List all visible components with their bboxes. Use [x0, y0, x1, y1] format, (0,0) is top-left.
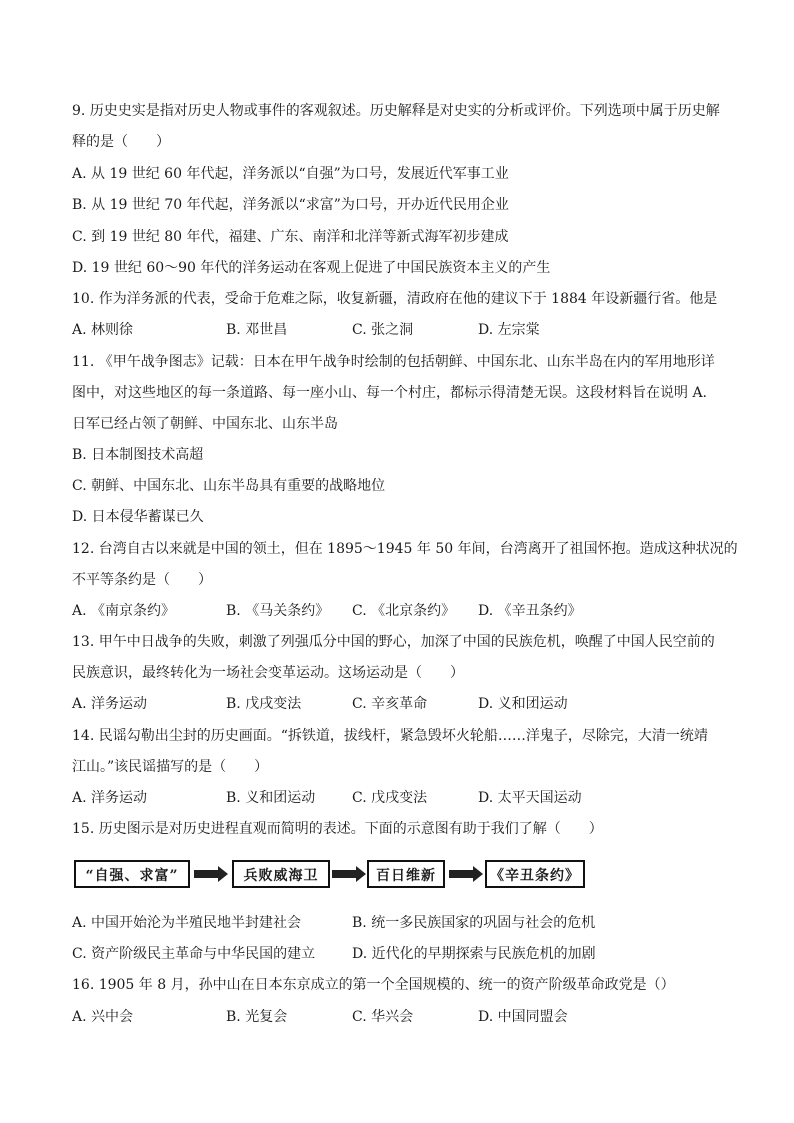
arrow-right-icon: [194, 866, 228, 882]
q12-stem-line1: 12. 台湾自古以来就是中国的领土，但在 1895～1945 年 50 年间，台湾离开了祖国怀抱。造成这种状况的: [72, 541, 738, 557]
q15-stem: 15. 历史图示是对历史进程直观而简明的表述。下面的示意图有助于我们了解（ ）: [72, 821, 603, 837]
q12-option-c: C. 《北京条约》: [352, 603, 456, 619]
arrow-right-icon: [332, 866, 366, 882]
q11-option-d: D. 日本侵华蓄谋已久: [72, 509, 204, 525]
q16-option-c: C. 华兴会: [352, 1009, 414, 1025]
q11-stem-line3: 日军已经占领了朝鲜、中国东北、山东半岛: [72, 416, 338, 432]
q12-option-b: B. 《马关条约》: [226, 603, 330, 619]
q9-stem-line2: 释的是（ ）: [72, 134, 170, 150]
q11-stem-line2: 图中，对这些地区的每一条道路、每一座小山、每一个村庄，都标示得清楚无误。这段材料旨在说明 A.: [72, 385, 708, 401]
q12-option-d: D. 《辛丑条约》: [478, 603, 582, 619]
q14-option-a: A. 洋务运动: [72, 790, 148, 806]
q13-stem-line2: 民族意识，最终转化为一场社会变革运动。这场运动是（ ）: [72, 665, 464, 681]
arrow-right-icon: [449, 866, 483, 882]
q10-stem: 10. 作为洋务派的代表，受命于危难之际，收复新疆，清政府在他的建议下于 1884 年设新疆行省。他是: [72, 291, 718, 307]
q13-option-c: C. 辛亥革命: [352, 696, 428, 712]
q16-option-a: A. 兴中会: [72, 1009, 134, 1025]
q13-option-b: B. 戊戌变法: [226, 696, 302, 712]
q16-option-d: D. 中国同盟会: [478, 1009, 568, 1025]
q14-stem-line2: 江山。”该民谣描写的是（ ）: [72, 759, 269, 775]
flow-step-boxer-protocol: 《辛丑条约》: [485, 860, 585, 888]
q9-option-c: C. 到 19 世纪 80 年代，福建、广东、南洋和北洋等新式海军初步建成: [72, 229, 509, 245]
q10-option-d: D. 左宗棠: [478, 322, 540, 338]
q11-option-c: C. 朝鲜、中国东北、山东半岛具有重要的战略地位: [72, 478, 386, 494]
q13-option-d: D. 义和团运动: [478, 696, 568, 712]
q15-option-d: D. 近代化的早期探索与民族危机的加剧: [352, 946, 596, 962]
q15-flow-diagram: [74, 856, 594, 896]
q10-option-b: B. 邓世昌: [226, 322, 288, 338]
q12-option-a: A. 《南京条约》: [72, 603, 176, 619]
q13-stem-line1: 13. 甲午中日战争的失败，刺激了列强瓜分中国的野心，加深了中国的民族危机，唤醒了中国人民空前的: [72, 634, 715, 650]
q9-stem-line1: 9. 历史史实是指对历史人物或事件的客观叙述。历史解释是对史实的分析或评价。下列选项中属于历史解: [72, 103, 720, 119]
q15-option-b: B. 统一多民族国家的巩固与社会的危机: [352, 915, 596, 931]
q16-stem: 16. 1905 年 8 月，孙中山在日本东京成立的第一个全国规模的、统一的资产阶级革命政党是（）: [72, 977, 675, 993]
q12-stem-line2: 不平等条约是（ ）: [72, 572, 212, 588]
q11-option-b: B. 日本制图技术高超: [72, 447, 204, 463]
flow-step-weihaiwei: 兵败威海卫: [232, 860, 330, 888]
q9-option-d: D. 19 世纪 60～90 年代的洋务运动在客观上促进了中国民族资本主义的产生: [72, 260, 551, 276]
q14-option-d: D. 太平天国运动: [478, 790, 582, 806]
q10-option-c: C. 张之洞: [352, 322, 414, 338]
q9-option-b: B. 从 19 世纪 70 年代起，洋务派以“求富”为口号，开办近代民用企业: [72, 197, 509, 213]
flow-step-self-strengthening: “自强、求富”: [74, 860, 190, 888]
q16-option-b: B. 光复会: [226, 1009, 288, 1025]
q11-stem-line1: 11. 《甲午战争图志》记载：日本在甲午战争时绘制的包括朝鲜、中国东北、山东半岛在内的军用地形详: [72, 354, 715, 370]
q14-option-c: C. 戊戌变法: [352, 790, 428, 806]
q14-option-b: B. 义和团运动: [226, 790, 316, 806]
q9-option-a: A. 从 19 世纪 60 年代起，洋务派以“自强”为口号，发展近代军事工业: [72, 166, 509, 182]
q10-option-a: A. 林则徐: [72, 322, 134, 338]
q13-option-a: A. 洋务运动: [72, 696, 148, 712]
flow-step-hundred-days: 百日维新: [367, 860, 445, 888]
q15-option-c: C. 资产阶级民主革命与中华民国的建立: [72, 946, 316, 962]
q15-option-a: A. 中国开始沦为半殖民地半封建社会: [72, 915, 302, 931]
q14-stem-line1: 14. 民谣勾勒出尘封的历史画面。“拆铁道，拔线杆，紧急毁坏火轮船……洋鬼子，尽除完，大清一统靖: [72, 728, 708, 744]
